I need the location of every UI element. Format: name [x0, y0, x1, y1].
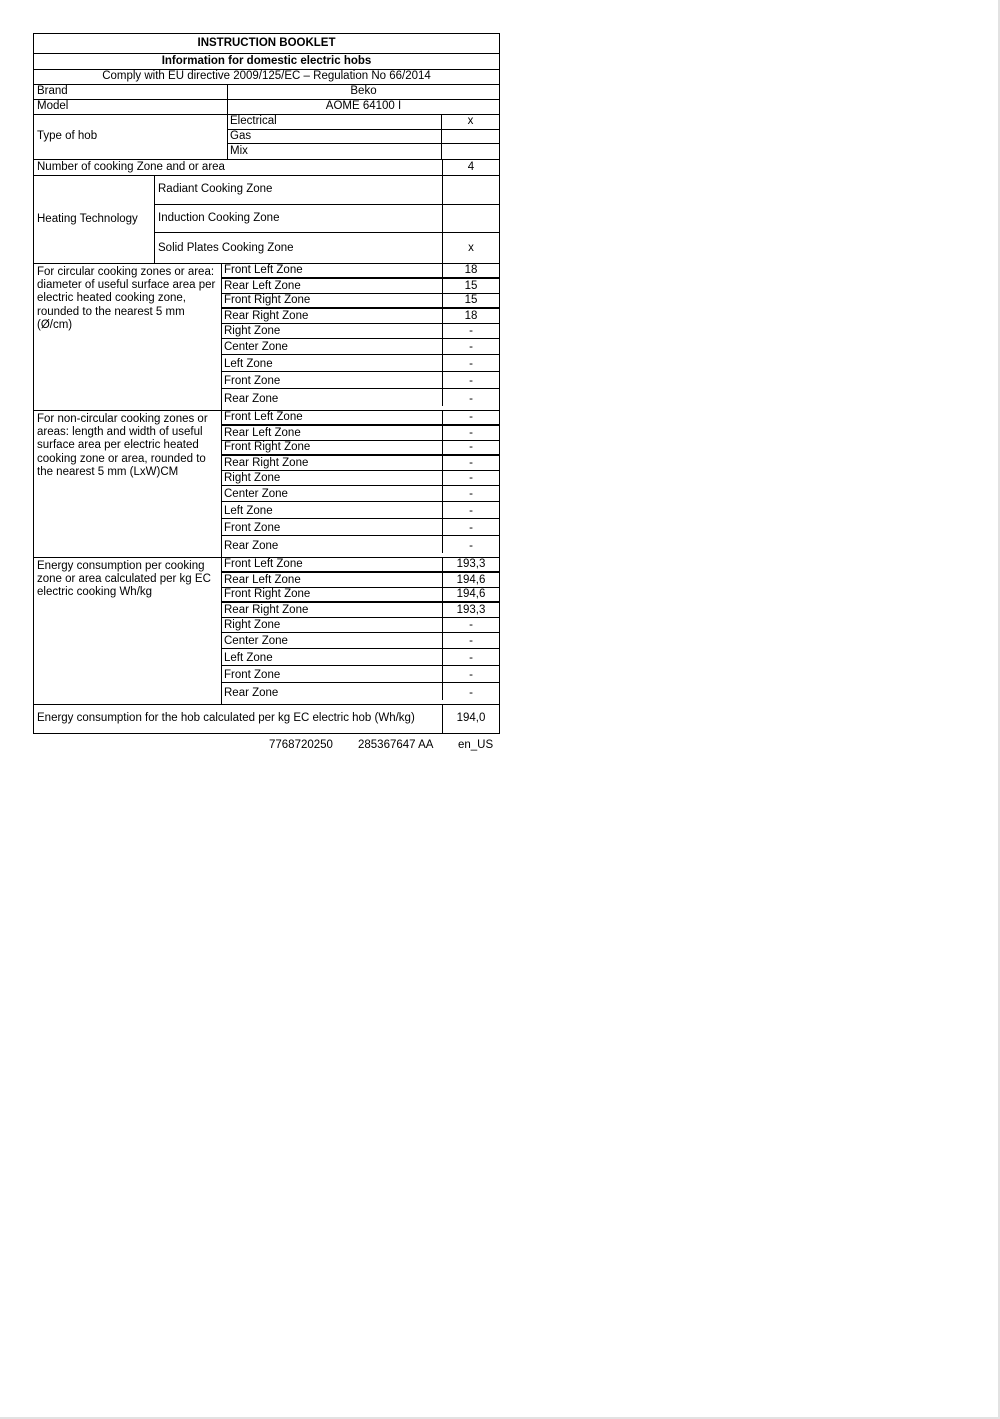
zone-count-value: 4	[467, 160, 475, 173]
zone-row	[222, 355, 499, 372]
zone-value: -	[469, 471, 473, 484]
heating-technology-row	[34, 176, 499, 264]
zone-name: Rear Left Zone	[222, 426, 443, 440]
zone-value: -	[469, 392, 473, 405]
zone-name: Front Right Zone	[222, 441, 443, 454]
heating-option	[155, 176, 499, 205]
energy-hob-label: Energy consumption for the hob calculated per kg EC electric hob (Wh/kg)	[34, 705, 443, 733]
zone-row	[222, 558, 499, 573]
zone-row	[222, 264, 499, 279]
hob-type-option-label: Gas	[228, 130, 442, 144]
zone-value: -	[469, 504, 473, 517]
zone-value: -	[469, 487, 473, 500]
heating-option	[155, 233, 499, 263]
directive-text: Comply with EU directive 2009/125/EC – Regulation No 66/2014	[102, 70, 431, 83]
zone-value: -	[469, 456, 473, 469]
zone-name: Rear Zone	[222, 536, 443, 553]
zone-name: Front Left Zone	[222, 558, 443, 571]
zone-name: Left Zone	[222, 355, 443, 371]
zone-row	[222, 279, 499, 294]
zone-name: Right Zone	[222, 324, 443, 338]
hob-type-option-value: x	[467, 115, 474, 128]
heating-option-label: Radiant Cooking Zone	[155, 176, 443, 204]
zone-name: Center Zone	[222, 486, 443, 501]
hob-type-row	[34, 115, 499, 160]
directive-row	[34, 70, 499, 85]
zone-value: -	[469, 440, 473, 453]
instruction-booklet-table	[33, 33, 500, 734]
zone-value: -	[469, 324, 473, 337]
zone-value: -	[469, 426, 473, 439]
booklet-subtitle: Information for domestic electric hobs	[161, 54, 372, 67]
zone-count-row	[34, 160, 499, 176]
energy-per-zone-label: Energy consumption per cooking zone or area calculated per kg EC electric cooking Wh/kg	[34, 558, 222, 704]
zone-value: -	[469, 539, 473, 552]
zone-value: -	[469, 634, 473, 647]
energy-per-zone-list	[222, 558, 499, 704]
hob-type-option-value	[442, 144, 499, 159]
zone-row	[222, 588, 499, 603]
zone-row	[222, 309, 499, 324]
zone-name: Rear Right Zone	[222, 456, 443, 470]
zone-name: Center Zone	[222, 633, 443, 648]
energy-hob-value: 194,0	[456, 712, 486, 725]
zone-row	[222, 536, 499, 553]
zone-row	[222, 324, 499, 339]
brand-label: Brand	[34, 85, 228, 99]
zone-value: 18	[464, 309, 478, 322]
zone-name: Rear Left Zone	[222, 279, 443, 293]
zone-name: Front Zone	[222, 372, 443, 388]
heating-option-value	[443, 176, 499, 204]
hob-type-label: Type of hob	[34, 115, 228, 159]
zone-row	[222, 389, 499, 406]
non-circular-zones-list	[222, 411, 499, 557]
zone-name: Front Zone	[222, 519, 443, 535]
zone-row	[222, 471, 499, 486]
hob-type-option	[228, 130, 499, 145]
zone-name: Rear Right Zone	[222, 603, 443, 617]
zone-row	[222, 441, 499, 456]
zone-row	[222, 666, 499, 683]
zone-name: Front Right Zone	[222, 588, 443, 601]
zone-name: Front Zone	[222, 666, 443, 682]
booklet-title: INSTRUCTION BOOKLET	[197, 36, 336, 49]
circular-zones-list	[222, 264, 499, 410]
footer-locale: en_US	[458, 739, 494, 751]
zone-row	[222, 426, 499, 441]
zone-name: Rear Right Zone	[222, 309, 443, 323]
zone-value: -	[469, 374, 473, 387]
zone-row	[222, 372, 499, 389]
footer-code-1: 7768720250	[269, 739, 333, 751]
heating-option-value: x	[468, 241, 474, 254]
zone-row	[222, 573, 499, 588]
zone-row	[222, 339, 499, 355]
footer-code-2: 285367647 AA	[358, 739, 434, 751]
zone-value: -	[469, 357, 473, 370]
hob-type-option	[228, 144, 499, 159]
zone-row	[222, 683, 499, 700]
non-circular-zones-section	[34, 411, 499, 558]
circular-zones-section	[34, 264, 499, 411]
zone-value: -	[469, 618, 473, 631]
zone-count-label: Number of cooking Zone and or area	[34, 160, 443, 175]
zone-value: 194,6	[456, 587, 486, 600]
zone-name: Left Zone	[222, 502, 443, 518]
zone-name: Front Right Zone	[222, 294, 443, 307]
model-value: AOME 64100 I	[325, 100, 402, 113]
zone-name: Center Zone	[222, 339, 443, 354]
zone-name: Front Left Zone	[222, 411, 443, 424]
zone-value: 15	[464, 279, 478, 292]
zone-value: 193,3	[456, 603, 486, 616]
zone-value: 193,3	[456, 557, 486, 570]
energy-hob-row	[34, 705, 499, 734]
zone-name: Right Zone	[222, 618, 443, 632]
zone-name: Rear Zone	[222, 389, 443, 406]
zone-value: 194,6	[456, 573, 486, 586]
heating-option-value	[443, 205, 499, 233]
zone-row	[222, 456, 499, 471]
heating-technology-label: Heating Technology	[34, 176, 155, 263]
zone-value: -	[469, 521, 473, 534]
hob-type-option-value	[442, 130, 499, 144]
energy-per-zone-section	[34, 558, 499, 705]
zone-value: -	[469, 651, 473, 664]
title-row	[34, 34, 499, 54]
heating-option-label: Induction Cooking Zone	[155, 205, 443, 233]
circular-zones-label: For circular cooking zones or area: diameter of useful surface area per electric heated cooking zone, rounded to the nearest 5 mm (Ø/cm)	[34, 264, 222, 410]
zone-name: Rear Left Zone	[222, 573, 443, 587]
zone-value: -	[469, 340, 473, 353]
hob-type-option-label: Electrical	[228, 115, 442, 129]
zone-row	[222, 502, 499, 519]
zone-name: Left Zone	[222, 649, 443, 665]
non-circular-zones-label: For non-circular cooking zones or areas: length and width of useful surface area per electric heated cooking zone or area, rounded to the nearest 5 mm (LxW)CM	[34, 411, 222, 557]
zone-value: -	[469, 668, 473, 681]
brand-value: Beko	[350, 85, 377, 98]
zone-row	[222, 618, 499, 633]
zone-name: Rear Zone	[222, 683, 443, 700]
heating-technology-options	[155, 176, 499, 263]
zone-name: Front Left Zone	[222, 264, 443, 277]
subtitle-row	[34, 54, 499, 70]
heating-option-label: Solid Plates Cooking Zone	[155, 233, 443, 263]
zone-row	[222, 486, 499, 502]
zone-value: -	[469, 686, 473, 699]
zone-row	[222, 603, 499, 618]
zone-row	[222, 411, 499, 426]
brand-row	[34, 85, 499, 100]
zone-row	[222, 519, 499, 536]
zone-value: -	[469, 410, 473, 423]
hob-type-option	[228, 115, 499, 130]
zone-value: 18	[464, 263, 478, 276]
model-label: Model	[34, 100, 228, 114]
zone-value: 15	[464, 293, 478, 306]
zone-row	[222, 633, 499, 649]
zone-row	[222, 294, 499, 309]
hob-type-options	[228, 115, 499, 159]
heating-option	[155, 205, 499, 234]
model-row	[34, 100, 499, 115]
hob-type-option-label: Mix	[228, 144, 442, 159]
table-frame	[33, 33, 500, 734]
zone-row	[222, 649, 499, 666]
zone-name: Right Zone	[222, 471, 443, 485]
